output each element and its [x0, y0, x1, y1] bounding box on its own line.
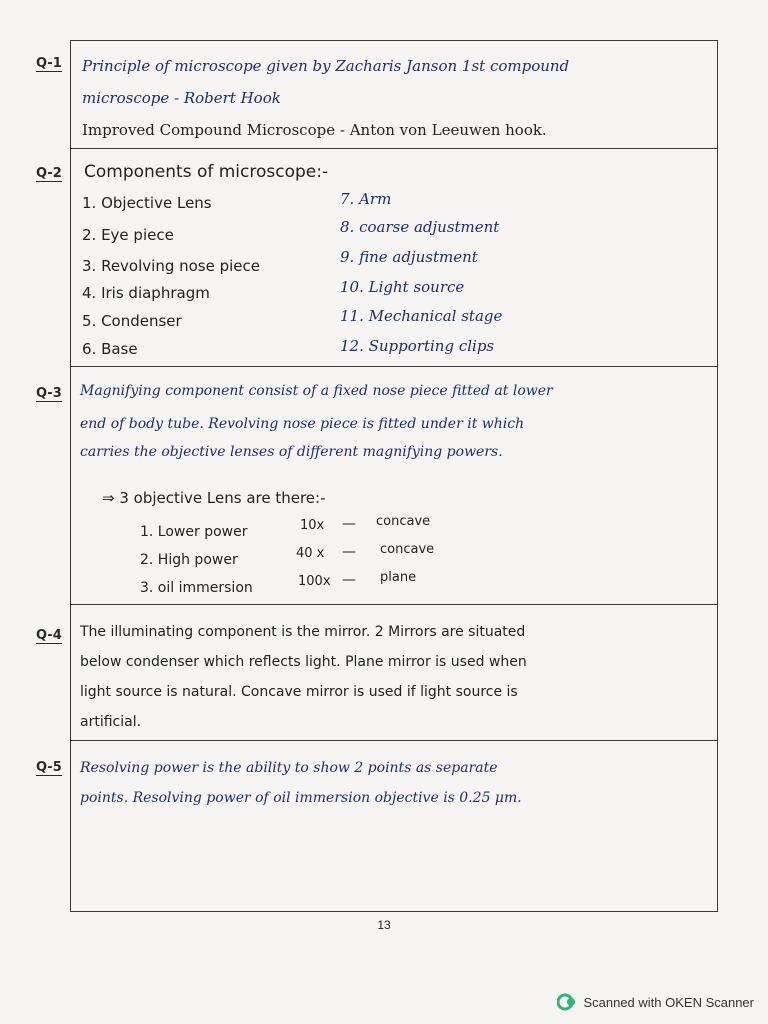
- component-item: 1. Objective Lens: [82, 194, 212, 212]
- q5-line-1: Resolving power is the ability to show 2 points as separate: [80, 760, 498, 776]
- lens-magnification: 100x: [298, 574, 331, 589]
- lens-type: concave: [376, 514, 431, 529]
- component-item: 2. Eye piece: [82, 226, 174, 244]
- component-item: 4. Iris diaphragm: [82, 284, 210, 302]
- q5-line-2: points. Resolving power of oil immersion objective is 0.25 μm.: [80, 790, 522, 806]
- q3-line-3: carries the objective lenses of different magnifying powers.: [80, 444, 503, 460]
- q4-line-4: artificial.: [80, 714, 142, 730]
- section-divider: [70, 604, 718, 605]
- question-label-3: Q-3: [36, 386, 62, 401]
- section-divider: [70, 148, 718, 149]
- component-item: 7. Arm: [340, 190, 392, 208]
- lens-subheading: ⇒ 3 objective Lens are there:-: [102, 489, 326, 507]
- question-label-1: Q-1: [36, 56, 62, 71]
- scanner-watermark: [557, 992, 754, 1012]
- lens-name: 1. Lower power: [140, 524, 248, 540]
- q3-line-1: Magnifying component consist of a fixed nose piece fitted at lower: [80, 383, 553, 399]
- component-item: 8. coarse adjustment: [340, 218, 500, 236]
- q1-line-2: microscope - Robert Hook: [82, 89, 281, 107]
- lens-dash: —: [342, 572, 356, 588]
- q4-line-3: light source is natural. Concave mirror is used if light source is: [80, 684, 518, 700]
- section-divider: [70, 740, 718, 741]
- q1-line-3: Improved Compound Microscope - Anton von Leeuwen hook.: [82, 121, 547, 139]
- question-label-2: Q-2: [36, 166, 62, 181]
- lens-type: plane: [380, 570, 417, 585]
- q4-line-2: below condenser which reflects light. Plane mirror is used when: [80, 654, 527, 670]
- lens-name: 3. oil immersion: [140, 580, 253, 596]
- lens-magnification: 40 x: [296, 546, 325, 561]
- q2-heading: Components of microscope:-: [84, 162, 329, 182]
- lens-dash: —: [342, 516, 356, 532]
- component-item: 10. Light source: [340, 278, 465, 296]
- section-divider: [70, 366, 718, 367]
- scanner-text: Scanned with OKEN Scanner: [583, 994, 754, 1010]
- component-item: 12. Supporting clips: [340, 337, 495, 355]
- page-number: 13: [377, 918, 391, 932]
- lens-name: 2. High power: [140, 552, 238, 568]
- lens-magnification: 10x: [300, 518, 325, 533]
- lens-dash: —: [342, 544, 356, 560]
- q1-line-1: Principle of microscope given by Zacharis Janson 1st compound: [82, 57, 570, 75]
- component-item: 9. fine adjustment: [340, 248, 478, 266]
- component-item: 6. Base: [82, 340, 138, 358]
- component-item: 3. Revolving nose piece: [82, 257, 261, 275]
- q4-line-1: The illuminating component is the mirror. 2 Mirrors are situated: [80, 624, 526, 640]
- q3-line-2: end of body tube. Revolving nose piece is fitted under it which: [80, 416, 525, 432]
- oken-logo-icon: [557, 992, 577, 1012]
- question-label-4: Q-4: [36, 628, 62, 643]
- component-item: 5. Condenser: [82, 312, 182, 330]
- lens-type: concave: [380, 542, 435, 557]
- question-label-5: Q-5: [36, 760, 62, 775]
- component-item: 11. Mechanical stage: [340, 307, 503, 325]
